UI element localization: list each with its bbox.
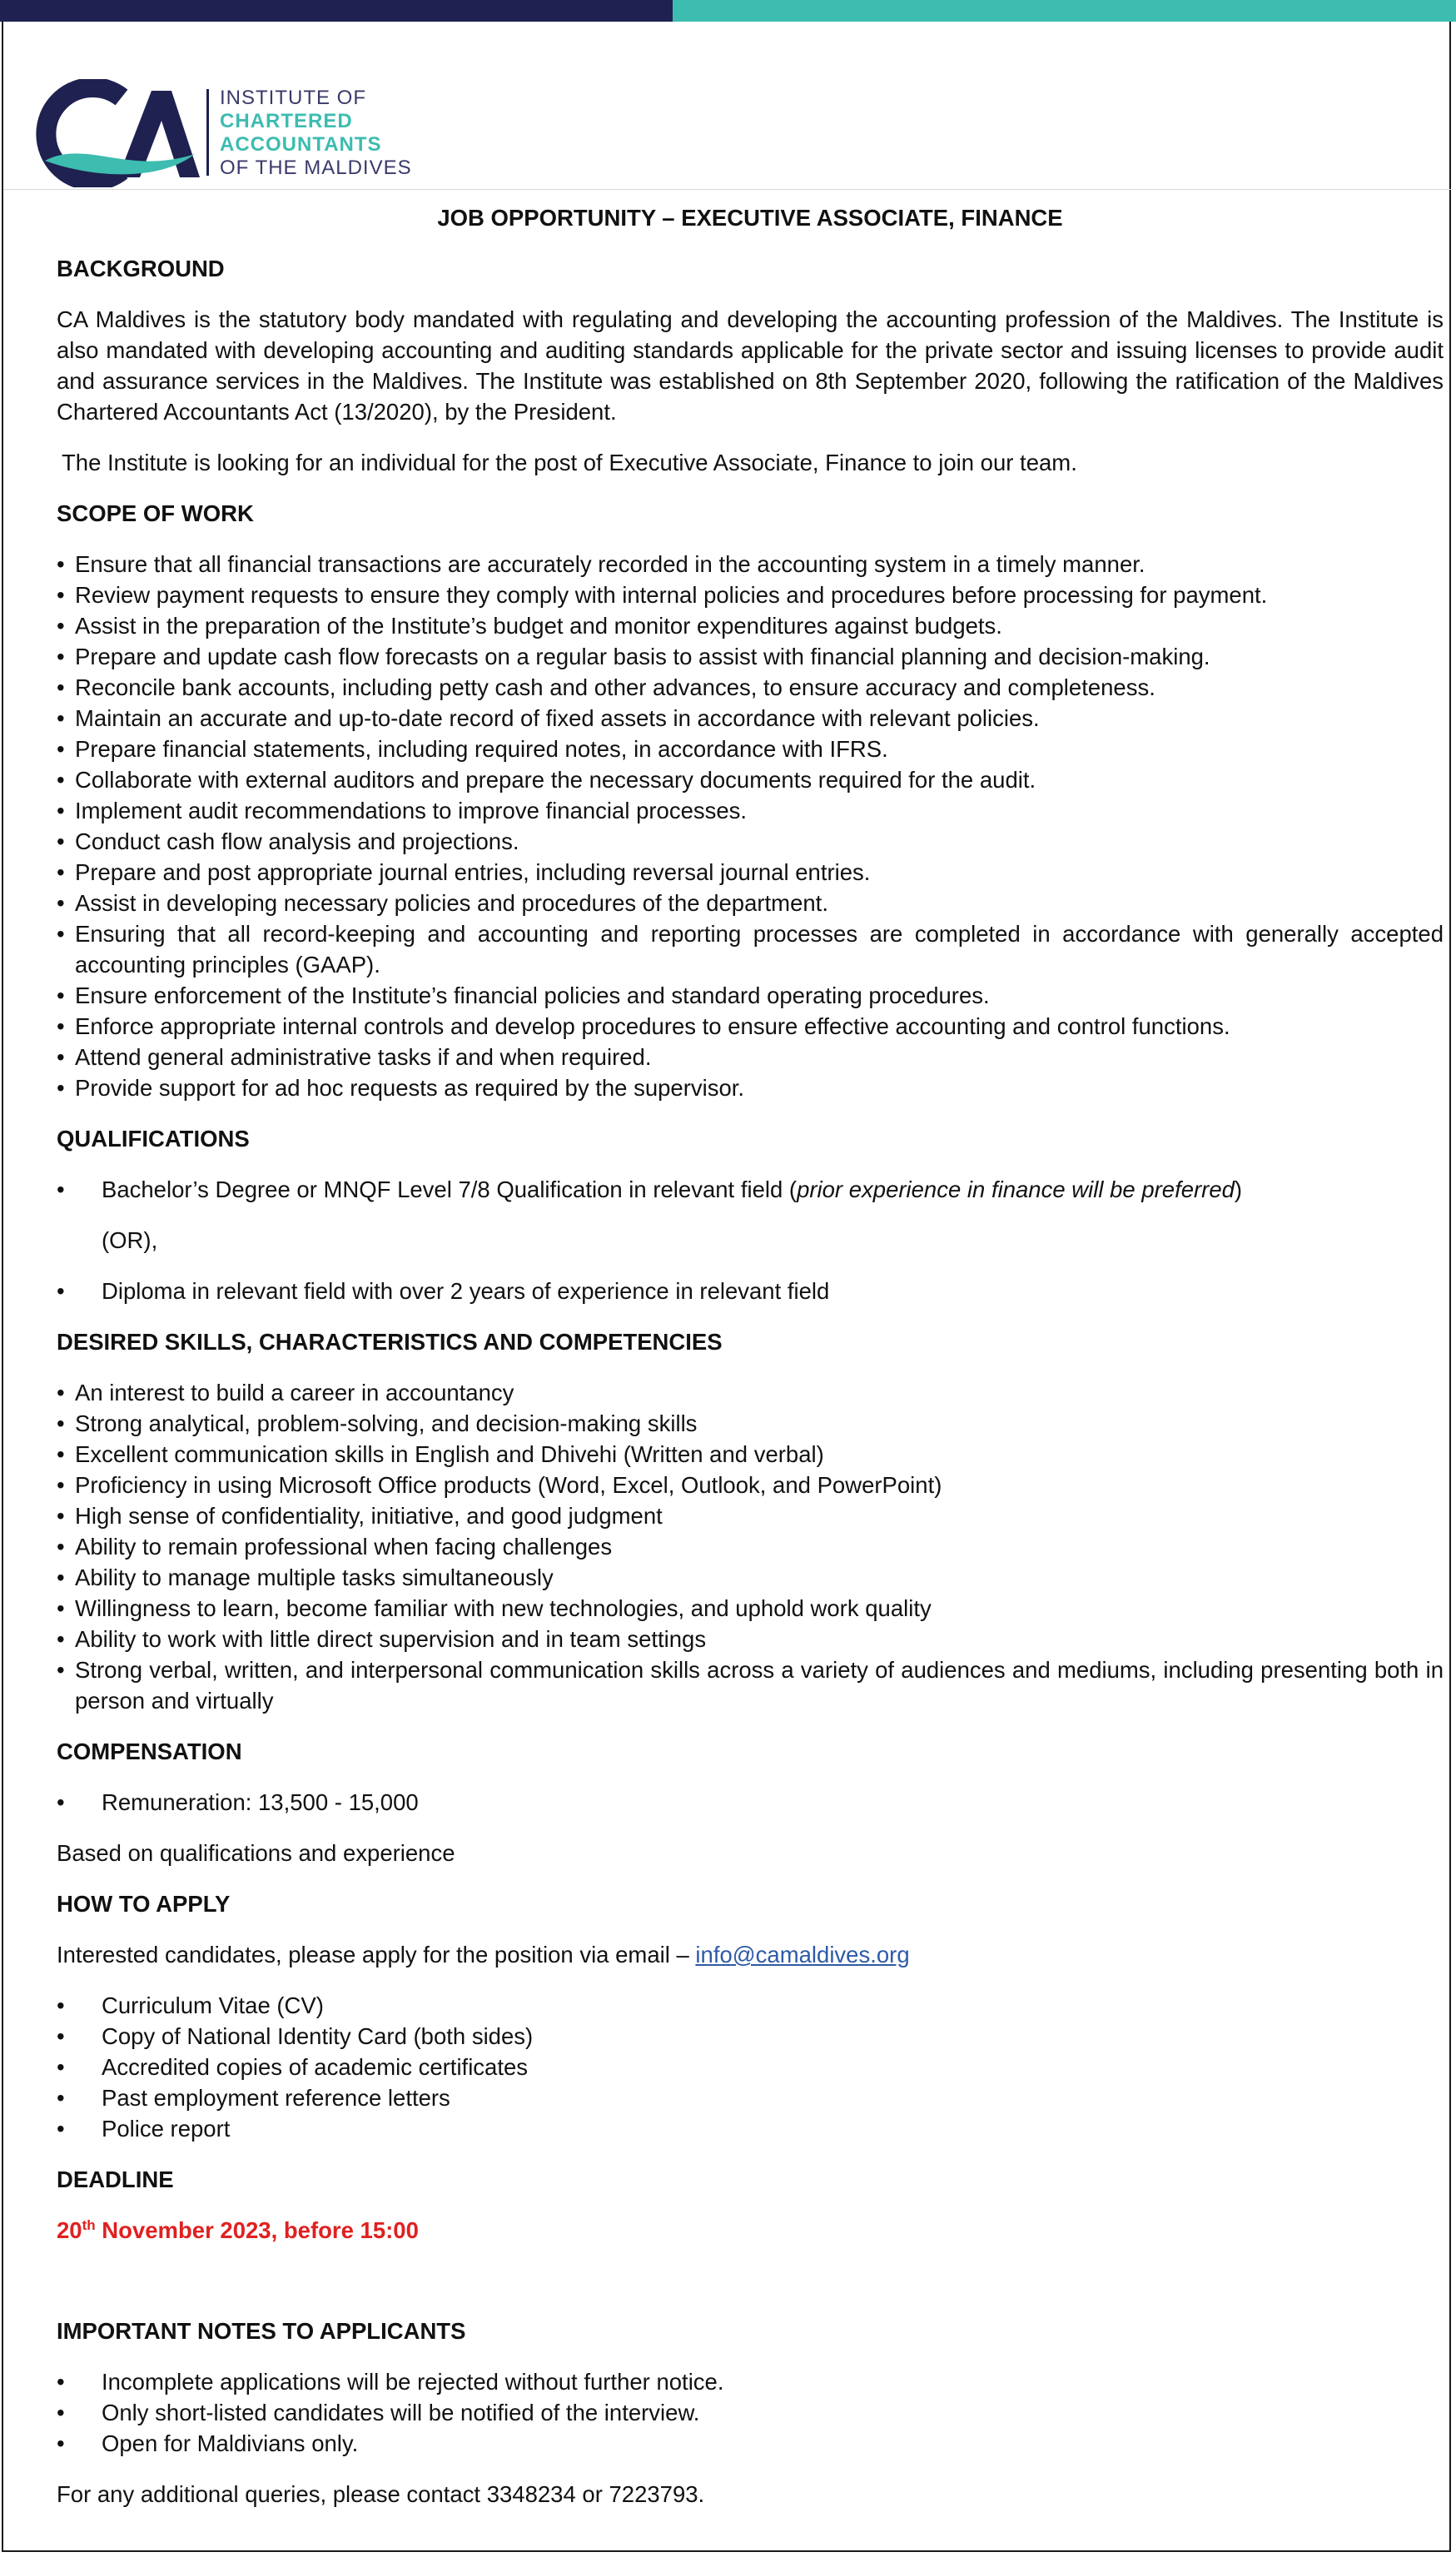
- list-item: • Proficiency in using Microsoft Office products (Word, Excel, Outlook, and PowerPoint): [57, 1470, 1444, 1500]
- list-item: • Collaborate with external auditors and prepare the necessary documents required for the audit.: [57, 764, 1444, 795]
- list-item: • Maintain an accurate and up-to-date record of fixed assets in accordance with relevant policies.: [57, 703, 1444, 734]
- list-item: • Police report: [57, 2113, 1444, 2144]
- list-item: [57, 1174, 1444, 1205]
- qualification-1-text: Bachelor’s Degree or MNQF Level 7/8 Qualification in relevant field (: [102, 1177, 798, 1202]
- list-item: • Remuneration: 13,500 - 15,000: [57, 1787, 1444, 1818]
- list-item: • Ability to work with little direct supervision and in team settings: [57, 1624, 1444, 1654]
- apply-intro-text: Interested candidates, please apply for the position via email –: [57, 1942, 689, 1967]
- page-title: JOB OPPORTUNITY – EXECUTIVE ASSOCIATE, FINANCE: [437, 205, 1063, 231]
- list-item: • Ensuring that all record-keeping and accounting and reporting processes are completed in accordance with generally accepted accounting principles (GAAP).: [57, 918, 1444, 980]
- deadline-suffix: th: [82, 2216, 96, 2233]
- logo-line-1: INSTITUTE OF: [220, 87, 366, 109]
- list-item: • Ensure enforcement of the Institute’s financial policies and standard operating procedures.: [57, 980, 1444, 1011]
- contact-line: For any additional queries, please contact 3348234 or 7223793.: [57, 2481, 705, 2507]
- logo-line-4: OF THE MALDIVES: [220, 157, 412, 179]
- list-item: • Enforce appropriate internal controls and develop procedures to ensure effective accounting and control functions.: [57, 1011, 1444, 1042]
- list-item: • Strong analytical, problem-solving, and decision-making skills: [57, 1408, 1444, 1439]
- notes-list: [57, 2366, 1444, 2459]
- list-item: • Prepare and update cash flow forecasts on a regular basis to assist with financial planning and decision-making.: [57, 641, 1444, 672]
- list-item: • Excellent communication skills in English and Dhivehi (Written and verbal): [57, 1439, 1444, 1470]
- list-item: • Past employment reference letters: [57, 2082, 1444, 2113]
- skills-list: [57, 1377, 1444, 1716]
- qualifications-list-2: [57, 1276, 1444, 1306]
- apply-intro: [57, 1939, 1444, 1970]
- list-item: • Incomplete applications will be rejected without further notice.: [57, 2366, 1444, 2397]
- compensation-heading: COMPENSATION: [57, 1739, 242, 1764]
- list-item: • Ensure that all financial transactions are accurately recorded in the accounting system in a timely manner.: [57, 549, 1444, 580]
- spacer: [57, 2266, 1444, 2316]
- list-item: • Accredited copies of academic certificates: [57, 2052, 1444, 2082]
- qualifications-heading: QUALIFICATIONS: [57, 1126, 250, 1152]
- header-navy-bar: [0, 0, 673, 22]
- deadline-heading: DEADLINE: [57, 2166, 174, 2192]
- header-teal-bar: [673, 0, 1456, 22]
- list-item: • Conduct cash flow analysis and projections.: [57, 826, 1444, 857]
- list-item: • Provide support for ad hoc requests as required by the supervisor.: [57, 1072, 1444, 1103]
- deadline-date: [57, 2215, 1444, 2246]
- logo-line-3: ACCOUNTANTS: [220, 133, 382, 156]
- background-paragraph: CA Maldives is the statutory body mandated with regulating and developing the accounting profession of the Maldives. The Institute is also mandated with developing accounting and auditing standards applicable for the private sector and issuing licenses to provide audit and assurance services in the Maldives. The Institute was established on 8th September 2020, following the ratification of the Maldives Chartered Accountants Act (13/2020), by the President.: [57, 306, 1444, 425]
- email-link[interactable]: info@camaldives.org: [695, 1942, 910, 1967]
- deadline-rest: November 2023, before 15:00: [95, 2217, 419, 2243]
- list-item: • An interest to build a career in accountancy: [57, 1377, 1444, 1408]
- qualification-or: (OR),: [102, 1227, 158, 1253]
- list-item: • Open for Maldivians only.: [57, 2428, 1444, 2459]
- scope-heading: SCOPE OF WORK: [57, 500, 254, 526]
- compensation-note: Based on qualifications and experience: [57, 1840, 455, 1866]
- list-item: • Assist in developing necessary policies and procedures of the department.: [57, 888, 1444, 918]
- list-item: • High sense of confidentiality, initiative, and good judgment: [57, 1500, 1444, 1531]
- list-item: • Reconcile bank accounts, including petty cash and other advances, to ensure accuracy and completeness.: [57, 672, 1444, 703]
- list-item: • Only short-listed candidates will be notified of the interview.: [57, 2397, 1444, 2428]
- list-item: • Prepare and post appropriate journal entries, including reversal journal entries.: [57, 857, 1444, 888]
- logo-line-2: CHARTERED: [220, 110, 353, 132]
- scope-list: [57, 549, 1444, 1103]
- document-body: [57, 202, 1444, 2530]
- header-divider: [3, 189, 1451, 190]
- looking-for-paragraph: The Institute is looking for an individual for the post of Executive Associate, Finance to join our team.: [62, 450, 1077, 475]
- apply-heading: HOW TO APPLY: [57, 1891, 231, 1917]
- deadline-day: 20: [57, 2217, 82, 2243]
- qualification-1-close: ): [1234, 1177, 1243, 1202]
- background-heading: BACKGROUND: [57, 256, 225, 281]
- list-item: • Attend general administrative tasks if and when required.: [57, 1042, 1444, 1072]
- compensation-list: [57, 1787, 1444, 1818]
- list-item: • Assist in the preparation of the Institute’s budget and monitor expenditures against budgets.: [57, 610, 1444, 641]
- list-item: • Implement audit recommendations to improve financial processes.: [57, 795, 1444, 826]
- list-item: • Ability to remain professional when facing challenges: [57, 1531, 1444, 1562]
- logo-wordmark: [220, 87, 412, 180]
- list-item: • Copy of National Identity Card (both sides): [57, 2021, 1444, 2052]
- qualification-1-italic: prior experience in finance will be preferred: [797, 1177, 1235, 1202]
- list-item: • Prepare financial statements, including required notes, in accordance with IFRS.: [57, 734, 1444, 764]
- list-item: • Ability to manage multiple tasks simultaneously: [57, 1562, 1444, 1593]
- notes-heading: IMPORTANT NOTES TO APPLICANTS: [57, 2318, 466, 2344]
- list-item: • Willingness to learn, become familiar with new technologies, and uphold work quality: [57, 1593, 1444, 1624]
- list-item: • Review payment requests to ensure they comply with internal policies and procedures before processing for payment.: [57, 580, 1444, 610]
- documents-list: [57, 1990, 1444, 2144]
- list-item: • Curriculum Vitae (CV): [57, 1990, 1444, 2021]
- list-item: • Diploma in relevant field with over 2 years of experience in relevant field: [57, 1276, 1444, 1306]
- qualifications-list: [57, 1174, 1444, 1205]
- skills-heading: DESIRED SKILLS, CHARACTERISTICS AND COMPETENCIES: [57, 1329, 723, 1355]
- list-item: • Strong verbal, written, and interpersonal communication skills across a variety of audiences and mediums, including presenting both in person and virtually: [57, 1654, 1444, 1716]
